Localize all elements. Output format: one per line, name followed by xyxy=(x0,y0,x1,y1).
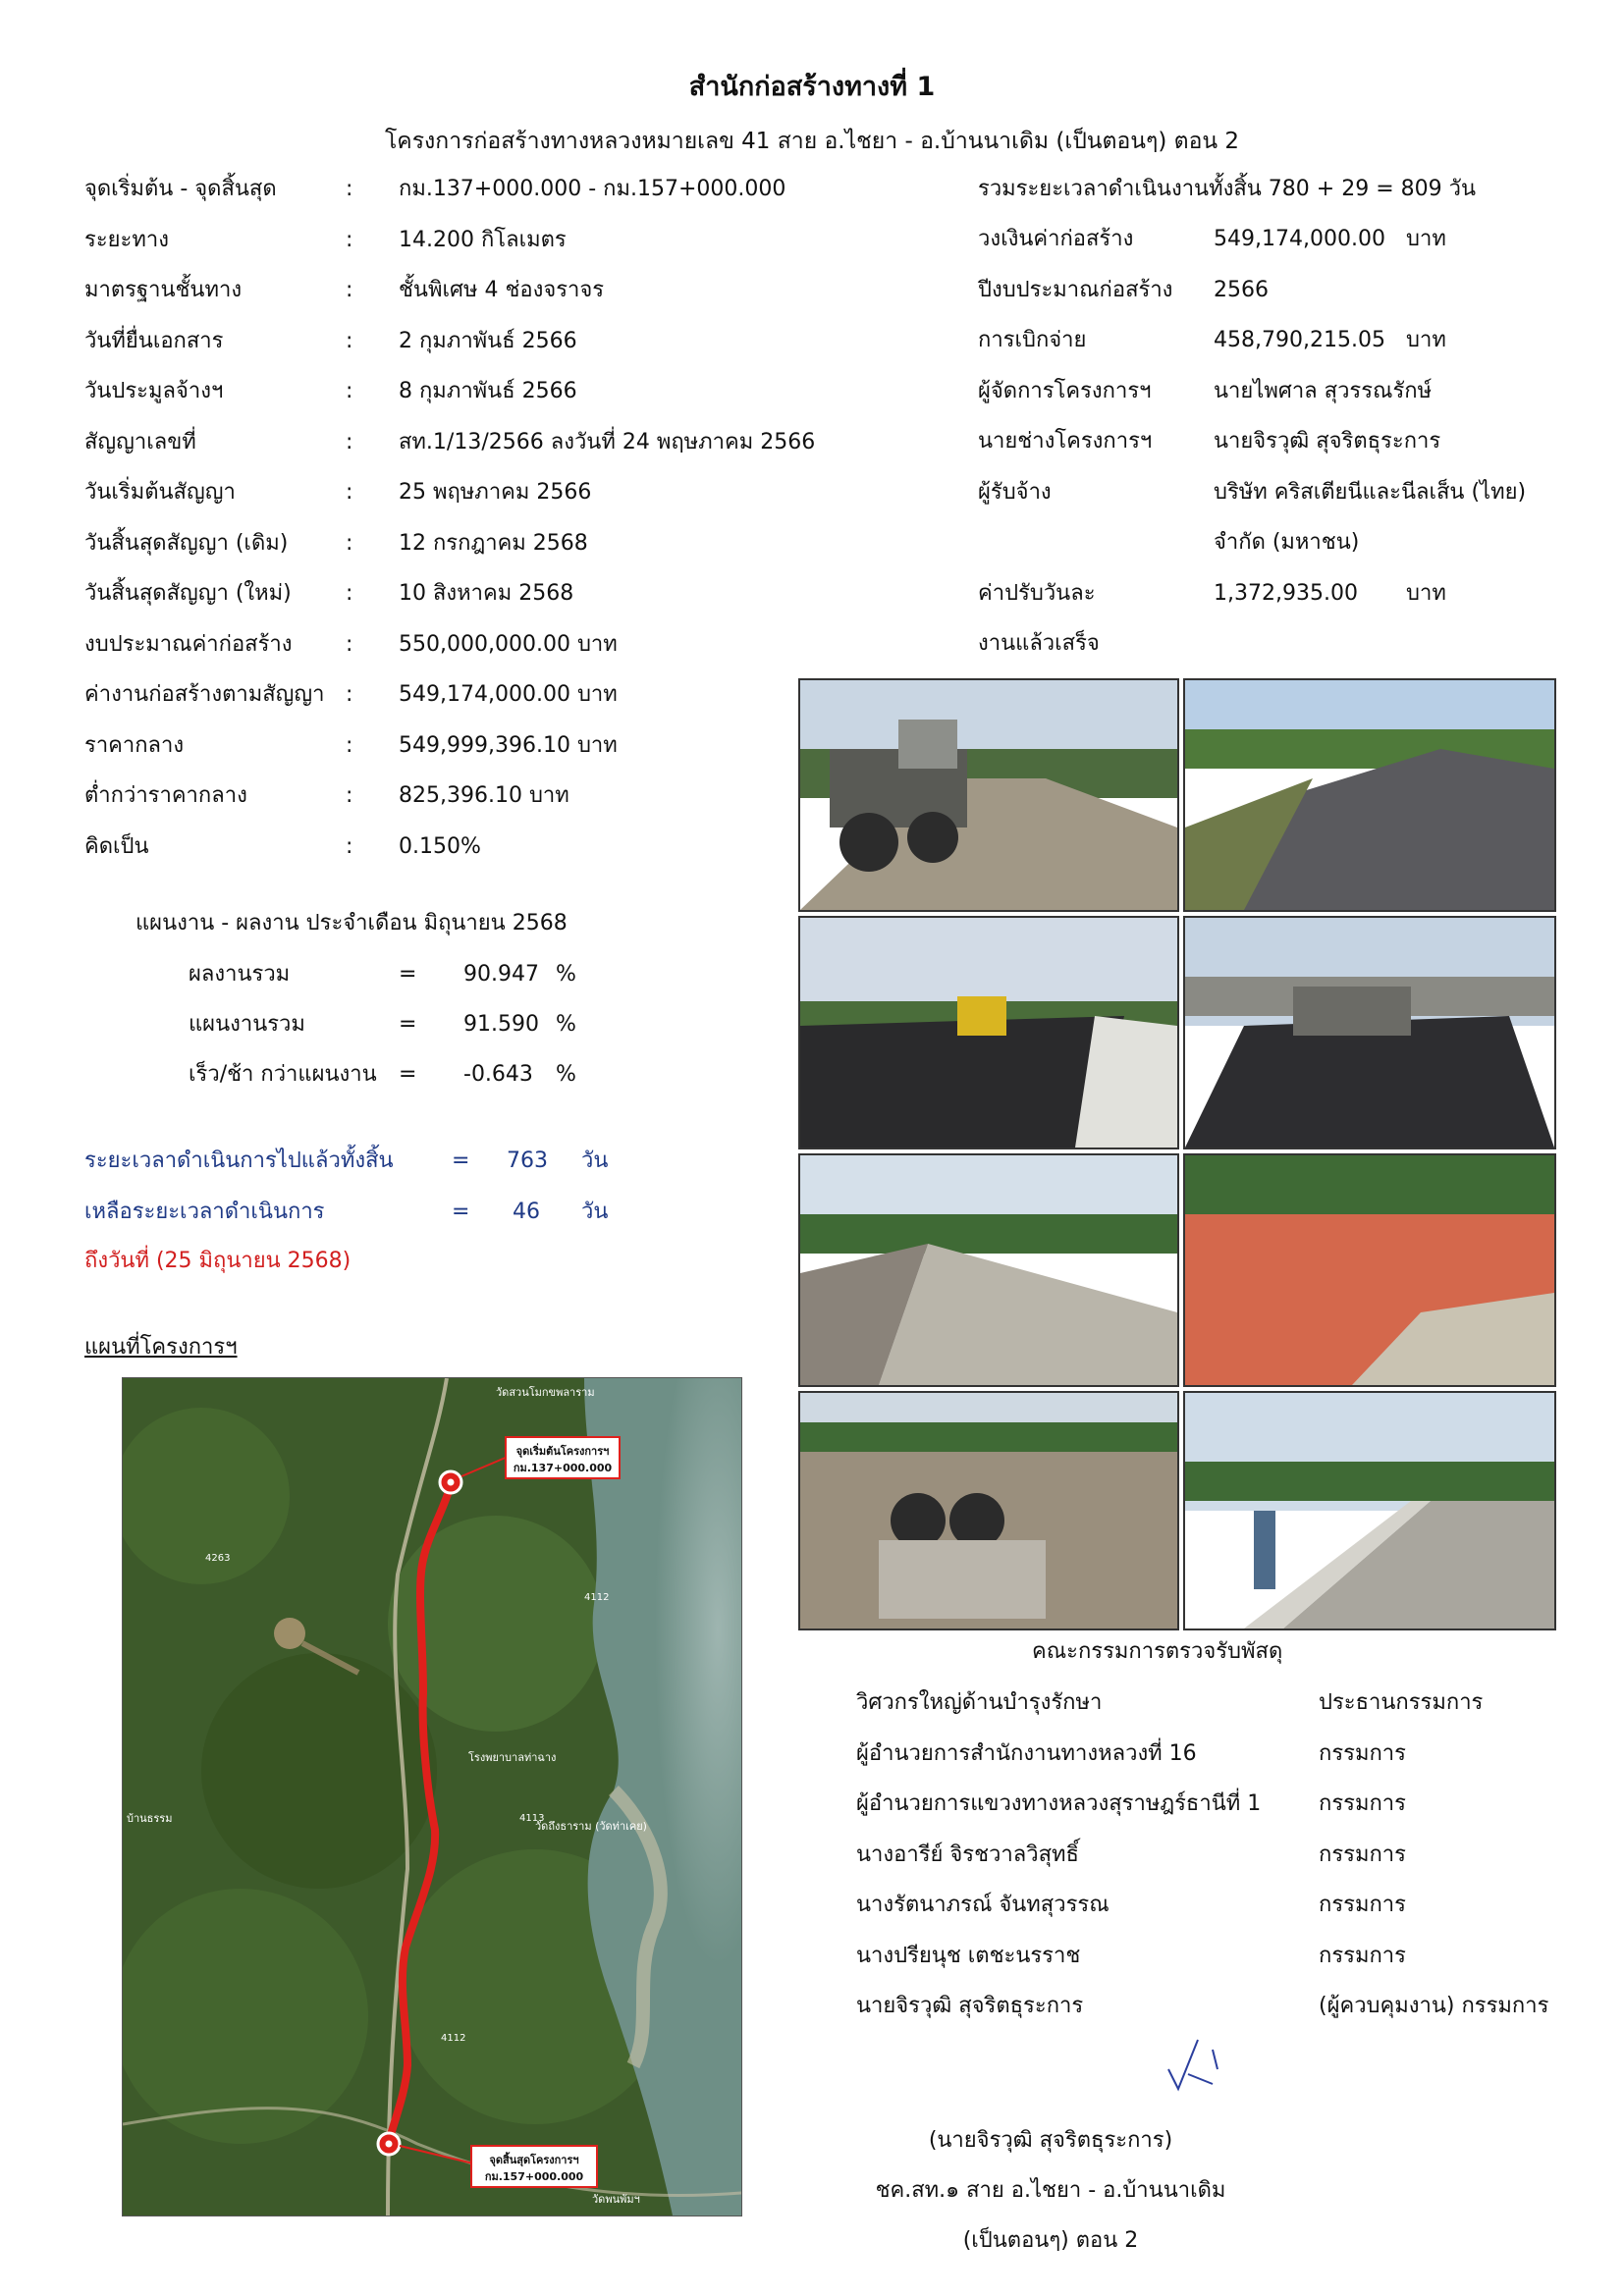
info-label: ค่างานก่อสร้างตามสัญญา xyxy=(84,682,325,707)
info-value: สท.1/13/2566 ลงวันที่ 24 พฤษภาคม 2566 xyxy=(399,429,816,454)
satellite-map-image xyxy=(123,1378,741,2216)
info-label: ราคากลาง xyxy=(84,732,185,758)
elapsed-eq: = xyxy=(452,1148,470,1173)
info-value: 0.150% xyxy=(399,833,481,859)
committee-member-role: ประธานกรรมการ xyxy=(1319,1690,1484,1715)
remaining-eq: = xyxy=(452,1200,470,1224)
info-value: 549,174,000.00 xyxy=(1214,227,1385,251)
project-map xyxy=(122,1377,742,2216)
as-of-date: ถึงวันที่ (25 มิถุนายน 2568) xyxy=(84,1249,352,1273)
committee-member-role: (ผู้ควบคุมงาน) กรรมการ xyxy=(1319,1994,1549,2018)
info-colon: : xyxy=(346,379,353,403)
info-label: สัญญาเลขที่ xyxy=(84,429,196,454)
info-value: นายไพศาล สุวรรณรักษ์ xyxy=(1214,378,1433,403)
committee-member-role: กรรมการ xyxy=(1319,1842,1406,1867)
info-label: ปีงบประมาณก่อสร้าง xyxy=(978,277,1173,302)
elapsed-unit: วัน xyxy=(581,1148,609,1173)
info-label: ผู้รับจ้าง xyxy=(978,479,1052,505)
progress-unit: % xyxy=(556,1062,576,1087)
info-value: 550,000,000.00 บาท xyxy=(399,631,618,657)
info-colon: : xyxy=(346,833,353,859)
info-value: 14.200 กิโลเมตร xyxy=(399,227,567,252)
total-duration: รวมระยะเวลาดำเนินงานทั้งสิ้น 780 + 29 = 809 วัน xyxy=(978,177,1476,201)
info-label: วันที่ยื่นเอกสาร xyxy=(84,328,224,353)
committee-member-name: นางปรียนุช เตชะนรราช xyxy=(856,1943,1081,1968)
progress-label: เร็ว/ช้า กว่าแผนงาน xyxy=(189,1062,377,1087)
info-value: 549,174,000.00 บาท xyxy=(399,682,618,707)
info-colon: : xyxy=(346,581,353,606)
committee-member-role: กรรมการ xyxy=(1319,1893,1406,1917)
info-value: 8 กุมภาพันธ์ 2566 xyxy=(399,379,577,403)
progress-unit: % xyxy=(556,1012,576,1037)
place-label-1: วัดสวนโมกขพลาราม xyxy=(496,1386,595,1399)
route-number-3: 4113 xyxy=(519,1813,545,1824)
info-label: วันประมูลจ้างฯ xyxy=(84,379,224,403)
committee-member-name: ผู้อำนวยการสำนักงานทางหลวงที่ 16 xyxy=(856,1740,1197,1766)
photo-roller-paving xyxy=(798,916,1179,1149)
start-pin-icon xyxy=(440,1471,461,1493)
info-label: วันสิ้นสุดสัญญา (เดิม) xyxy=(84,530,289,556)
info-label: วันเริ่มต้นสัญญา xyxy=(84,480,236,505)
photo-paver xyxy=(1183,916,1556,1149)
route-number-2: 4112 xyxy=(584,1592,610,1603)
photo-barrier-wall xyxy=(1183,1391,1556,1630)
info-value: 458,790,215.05 xyxy=(1214,328,1385,352)
info-value: 2 กุมภาพันธ์ 2566 xyxy=(399,328,577,353)
project-subtitle: โครงการก่อสร้างทางหลวงหมายเลข 41 สาย อ.ไชยา - อ.บ้านนาเดิม (เป็นตอนๆ) ตอน 2 xyxy=(384,129,1240,154)
info-unit: บาท xyxy=(1406,580,1446,606)
info-label: การเบิกจ่าย xyxy=(978,328,1087,352)
info-label: ค่าปรับวันละ xyxy=(978,580,1096,606)
info-label: งบประมาณค่าก่อสร้าง xyxy=(84,631,293,657)
progress-heading: แผนงาน - ผลงาน ประจำเดือน มิถุนายน 2568 xyxy=(135,911,568,935)
info-label: จุดเริ่มต้น - จุดสิ้นสุด xyxy=(84,177,277,201)
committee-member-name: นางรัตนาภรณ์ จันทสุวรรณ xyxy=(856,1893,1110,1917)
info-value: นายจิรวุฒิ สุจริตธุระการ xyxy=(1214,429,1441,454)
signature-line-3: (เป็นตอนๆ) ตอน 2 xyxy=(962,2228,1139,2253)
info-colon: : xyxy=(346,631,353,657)
place-label-2: โรงพยาบาลท่าฉาง xyxy=(468,1751,557,1764)
committee-member-name: ผู้อำนวยการแขวงทางหลวงสุราษฎร์ธานีที่ 1 xyxy=(856,1791,1262,1816)
info-value: จำกัด (มหาชน) xyxy=(1214,530,1360,555)
info-colon: : xyxy=(346,328,353,353)
info-label: วงเงินค่าก่อสร้าง xyxy=(978,227,1134,251)
signature-name: (นายจิรวุฒิ สุจริตธุระการ) xyxy=(928,2128,1173,2153)
committee-member-role: กรรมการ xyxy=(1319,1791,1406,1816)
remaining-value: 46 xyxy=(513,1200,540,1224)
progress-value: -0.643 xyxy=(463,1062,533,1087)
info-label: วันสิ้นสุดสัญญา (ใหม่) xyxy=(84,581,292,606)
remaining-unit: วัน xyxy=(581,1200,609,1224)
info-value: 25 พฤษภาคม 2566 xyxy=(399,480,592,505)
committee-member-role: กรรมการ xyxy=(1319,1740,1406,1766)
info-value: 825,396.10 บาท xyxy=(399,783,569,808)
info-label: ระยะทาง xyxy=(84,227,169,252)
info-colon: : xyxy=(346,177,353,201)
info-value: กม.137+000.000 - กม.157+000.000 xyxy=(399,177,786,201)
progress-label: ผลงานรวม xyxy=(189,962,291,987)
info-colon: : xyxy=(346,530,353,556)
info-colon: : xyxy=(346,682,353,707)
progress-eq: = xyxy=(399,962,417,987)
info-label: มาตรฐานชั้นทาง xyxy=(84,278,243,302)
start-km: กม.137+000.000 xyxy=(513,1462,613,1474)
progress-eq: = xyxy=(399,1012,417,1037)
photo-asphalt-road xyxy=(1183,678,1556,912)
photo-concrete-road xyxy=(798,1153,1179,1387)
info-value: 12 กรกฎาคม 2568 xyxy=(399,530,588,556)
info-unit: บาท xyxy=(1406,227,1446,251)
committee-member-name: วิศวกรใหญ่ด้านบำรุงรักษา xyxy=(856,1690,1103,1715)
progress-value: 90.947 xyxy=(463,962,539,987)
info-value: 10 สิงหาคม 2568 xyxy=(399,581,574,606)
photo-flooded-culvert xyxy=(1183,1153,1556,1387)
start-label: จุดเริ่มต้นโครงการฯ xyxy=(515,1445,610,1458)
signature-image xyxy=(1159,2030,1247,2099)
progress-eq: = xyxy=(399,1062,417,1087)
committee-member-name: นายจิรวุฒิ สุจริตธุระการ xyxy=(856,1994,1084,2018)
end-km: กม.157+000.000 xyxy=(484,2170,584,2183)
info-label: งานแล้วเสร็จ xyxy=(978,631,1100,656)
place-label-4: บ้านธรรม xyxy=(127,1812,173,1825)
remaining-label: เหลือระยะเวลาดำเนินการ xyxy=(84,1200,325,1224)
info-colon: : xyxy=(346,783,353,808)
route-number-4: 4112 xyxy=(441,2033,466,2044)
info-label: ผู้จัดการโครงการฯ xyxy=(978,378,1152,403)
map-heading: แผนที่โครงการฯ xyxy=(84,1335,238,1360)
info-colon: : xyxy=(346,278,353,302)
info-colon: : xyxy=(346,480,353,505)
photo-road-recycler xyxy=(798,678,1179,912)
info-colon: : xyxy=(346,227,353,252)
route-number-1: 4263 xyxy=(205,1553,231,1564)
committee-member-role: กรรมการ xyxy=(1319,1943,1406,1968)
progress-label: แผนงานรวม xyxy=(189,1012,305,1037)
progress-unit: % xyxy=(556,962,576,987)
info-unit: บาท xyxy=(1406,328,1446,352)
photo-culvert-construction xyxy=(798,1391,1179,1630)
info-value: 549,999,396.10 บาท xyxy=(399,732,618,758)
end-label: จุดสิ้นสุดโครงการฯ xyxy=(489,2154,579,2166)
info-label: คิดเป็น xyxy=(84,833,149,859)
info-value: ชั้นพิเศษ 4 ช่องจราจร xyxy=(399,278,605,302)
committee-heading: คณะกรรมการตรวจรับพัสดุ xyxy=(1032,1639,1283,1664)
place-label-3: วัดถึงธาราม (วัดท่าเคย) xyxy=(535,1820,647,1833)
committee-member-name: นางอารีย์ จิรชวาลวิสุทธิ์ xyxy=(856,1842,1079,1867)
info-label: ต่ำกว่าราคากลาง xyxy=(84,783,247,808)
info-colon: : xyxy=(346,429,353,454)
signature-line-2: ชค.สท.๑ สาย อ.ไชยา - อ.บ้านนาเดิม xyxy=(875,2178,1226,2203)
progress-value: 91.590 xyxy=(463,1012,539,1037)
info-value: บริษัท คริสเตียนีและนีลเส็น (ไทย) xyxy=(1214,479,1527,505)
elapsed-value: 763 xyxy=(507,1148,548,1173)
info-colon: : xyxy=(346,732,353,758)
info-value: 1,372,935.00 xyxy=(1214,580,1358,606)
page-title: สำนักก่อสร้างทางที่ 1 xyxy=(688,72,936,102)
place-label-5: วัดพนพัมฯ xyxy=(592,2193,640,2206)
elapsed-label: ระยะเวลาดำเนินการไปแล้วทั้งสิ้น xyxy=(84,1148,394,1173)
info-label: นายช่างโครงการฯ xyxy=(978,429,1153,454)
info-value: 2566 xyxy=(1214,277,1269,302)
